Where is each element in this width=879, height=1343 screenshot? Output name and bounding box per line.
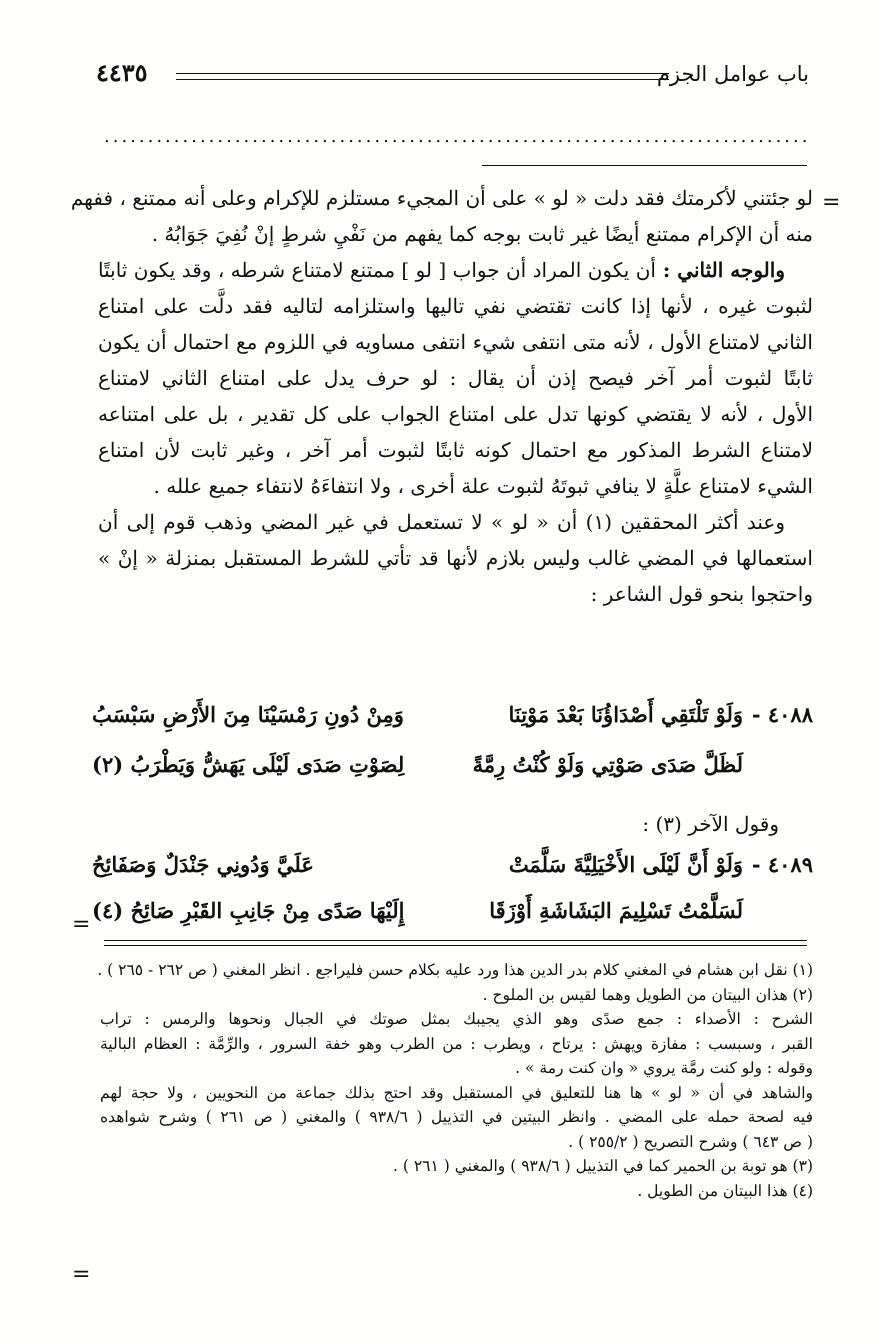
verse-hemistich-second: إِلَيْهَا صَدًى مِنْ جَانِبِ القَبْرِ صَائِحُ (٤) bbox=[92, 898, 405, 923]
dotted-separator: ................................................................................. bbox=[104, 126, 811, 147]
verse-hemistich-second: وَمِنْ دُونِ رَمْسَيْنَا مِنَ الأَرْضِ سَبْسَبُ bbox=[92, 702, 404, 727]
verse-hemistich-first: لَسَلَّمْتُ تَسْلِيمَ البَشَاشَةِ أَوْزَقَا bbox=[489, 898, 743, 923]
continuation-mark-footnote: = bbox=[72, 1262, 91, 1287]
verse-4088-line-1 bbox=[92, 702, 813, 740]
verse-number: ٤٠٨٨ - bbox=[751, 702, 813, 727]
bold-heading: والوجه الثاني : bbox=[655, 258, 785, 282]
continuation-rule bbox=[482, 165, 807, 166]
text-line bbox=[70, 180, 813, 216]
text-line-content: أن يكون المراد أن جواب [ لو ] ممتنع لامتناع شرطه ، وقد يكون ثابتًا bbox=[98, 258, 656, 282]
text-line bbox=[98, 432, 813, 468]
other-poet-intro: وقول الآخر (٣) : bbox=[642, 812, 779, 836]
text-line-content: منه أن الإكرام ممتنع أيضًا غير ثابت بوجه كما يفهم من نَفْيِ شرطٍ إنْ نُفِيَ جَوَابُهُ . bbox=[151, 222, 813, 246]
continuation-mark-top: = bbox=[822, 190, 841, 215]
footnote-line: وقوله : ولو كنت رمَّة يروي « وان كنت رمة » . bbox=[515, 1059, 813, 1077]
text-line-content: الثاني لامتناع الأول ، لأنه متى انتفى شيء انتفى مساويه في اللزوم مع احتمال أن يكون bbox=[98, 330, 813, 354]
chapter-title: باب عوامل الجزم bbox=[656, 62, 809, 86]
text-line-content: ثابتًا لثبوت أمر آخر فيصح إذن أن يقال : لو حرف يدل على امتناع الثاني لامتناع bbox=[98, 366, 813, 390]
text-line bbox=[98, 540, 813, 576]
verse-hemistich-first: لَظَلَّ صَدَى صَوْتِي وَلَوْ كُنْتُ رِمَّةً bbox=[472, 752, 743, 777]
footnotes bbox=[97, 958, 813, 1203]
text-line-content: وعند أكثر المحققين (١) أن « لو » لا تستعمل في غير المضي وذهب قوم إلى أن bbox=[98, 510, 786, 534]
text-line-content: الشيء لامتناع علَّةٍ لا ينافي ثبوتَهُ لثبوت علة أخرى ، ولا انتفاءَهُ لانتفاء جميع علله . bbox=[153, 474, 813, 498]
verse-number: ٤٠٨٩ - bbox=[751, 852, 813, 877]
text-line bbox=[98, 252, 813, 288]
text-line bbox=[98, 288, 813, 324]
verse-4089-line-1 bbox=[92, 852, 813, 890]
text-line-content: لامتناع الشرط المذكور مع احتمال كونه ثابتًا لثبوت أمر آخر ، وغير ثابت لأن امتناع bbox=[98, 438, 813, 462]
footnote-line: الشرح : الأصداء : جمع صدًى وهو الذي يجيبك بمثل صوتك في الجبال ونحوها والرمس : تراب bbox=[100, 1010, 813, 1028]
footnote-line: القبر ، وسبسب : مفازة ويهش : يرتاح ، ويطرب : من الطرب وهو خفة السرور ، والرِّمَّة : العظام البالية bbox=[100, 1034, 813, 1053]
text-line bbox=[98, 360, 813, 396]
footnote-line: (٣) هو توبة بن الحمير كما في التذييل ( ٩٣٨/٦ ) والمغني ( ٢٦١ ) . bbox=[393, 1157, 813, 1175]
text-line bbox=[98, 396, 813, 432]
verse-4089-line-2 bbox=[92, 898, 813, 936]
footnote-line: (٤) هذا البيتان من الطويل . bbox=[637, 1181, 813, 1200]
text-line bbox=[98, 324, 813, 360]
footnote-rule bbox=[104, 940, 807, 946]
running-head bbox=[96, 58, 809, 92]
text-line-content: واحتجوا بنحو قول الشاعر : bbox=[590, 582, 813, 606]
text-line-content: استعمالها في المضي غالب وليس بلازم لأنها قد تأتي للشرط المستقبل بمنزلة « إنْ » bbox=[98, 546, 813, 570]
footnote-line: فيه لصحة حمله على المضي . وانظر البيتين في التذييل ( ٩٣٨/٦ ) والمغني ( ص ٢٦١ ) وشرح شواهده bbox=[100, 1108, 813, 1126]
page-number: ٤٤٣٥ bbox=[96, 58, 148, 87]
footnote-line: (٢) هذان البيتان من الطويل وهما لقيس بن الملوح . bbox=[482, 985, 813, 1004]
text-line-content: الأول ، لأنه لا يقتضي كونها تدل على امتناع الجواب على كل تقدير ، بل على امتناعه bbox=[98, 402, 813, 426]
main-text bbox=[70, 180, 813, 612]
footnote-line: والشاهد في أن « لو » ها هنا للتعليق في المستقبل وقد احتج بذلك جماعة من النحويين ، ولا حجة لهم bbox=[100, 1083, 813, 1102]
verse-hemistich-second: عَلَيَّ وَدُونِي جَنْدَلٌ وَصَفَائِحُ bbox=[92, 852, 314, 877]
text-line-content: لثبوت غيره ، لأنها إذا كانت تقتضي نفي تاليها واستلزامه لتاليه فقد دلَّت على امتناع bbox=[98, 294, 813, 318]
text-line-content: لو جئتني لأكرمتك فقد دلت « لو » على أن المجيء مستلزم للإكرام وعلى أنه ممتنع ، ففهم bbox=[70, 186, 813, 210]
verse-hemistich-second: لِصَوْتِ صَدَى لَيْلَى يَهَشُّ وَيَطْرَبُ (٢) bbox=[92, 752, 405, 777]
continuation-mark-verse: = bbox=[72, 912, 91, 937]
footnote-line: (١) نقل ابن هشام في المغني كلام بدر الدين هذا ورد عليه بكلام حسن فليراجع . انظر المغني ( ص ٢٦٢ - ٢٦٥ ) . bbox=[97, 961, 813, 979]
verse-4088-line-2 bbox=[92, 752, 813, 790]
verse-hemistich-first: وَلَوْ أَنَّ لَيْلَى الأَخْيَلِيَّةَ سَلَّمَتْ bbox=[508, 852, 743, 877]
text-line bbox=[98, 468, 813, 504]
text-line bbox=[98, 216, 813, 252]
footnote-line: ( ص ٦٤٣ ) وشرح التصريح ( ٢٥٥/٢ ) . bbox=[568, 1132, 813, 1151]
verse-hemistich-first: وَلَوْ تَلْتَقِي أَصْدَاؤُنَا بَعْدَ مَوْتِنَا bbox=[508, 702, 743, 727]
text-line bbox=[98, 504, 813, 540]
header-rule bbox=[176, 73, 669, 80]
text-line bbox=[98, 576, 813, 612]
